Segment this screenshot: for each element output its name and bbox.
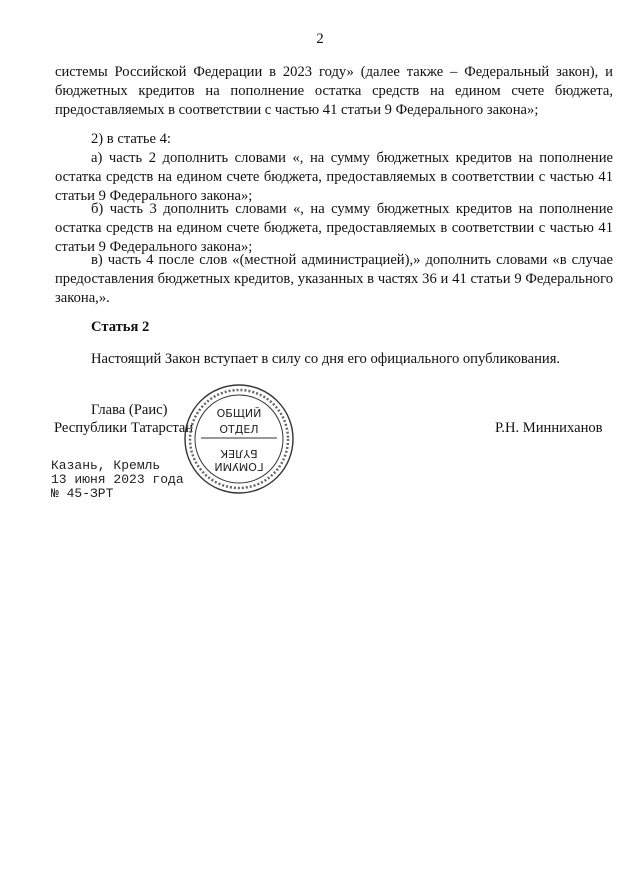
stamp-text-line4: ГОМУМИ bbox=[214, 460, 264, 473]
official-stamp-seal bbox=[183, 383, 295, 495]
signature-title-line1: Глава (Раис) bbox=[91, 402, 168, 418]
signature-name: Р.Н. Минниханов bbox=[495, 420, 603, 436]
paragraph-item-b: б) часть 3 дополнить словами «, на сумму бюджетных кредитов на пополнение остатка средств на едином счете бюджета, предоставляемых в соответствии с частью 41 статьи 9 Федерального закона»; bbox=[55, 201, 613, 255]
page-number: 2 bbox=[316, 31, 324, 47]
article-heading: Статья 2 bbox=[91, 319, 150, 335]
footer-date: 13 июня 2023 года bbox=[51, 472, 184, 487]
paragraph-article4-intro: 2) в статье 4: bbox=[91, 131, 171, 147]
paragraph-effective-date: Настоящий Закон вступает в силу со дня его официального опубликования. bbox=[91, 351, 561, 367]
paragraph-continuation: системы Российской Федерации в 2023 году» (далее также – Федеральный закон), и бюджетных кредитов на пополнение остатка средств на едином счете бюджета, предоставляемых в соответствии с частью 41 статьи 9 Федерального закона»; bbox=[55, 64, 613, 118]
paragraph-item-v: в) часть 4 после слов «(местной администрацией),» дополнить словами «в случае предоставления бюджетных кредитов, указанных в частях 36 и 41 статьи 9 Федерального закона,». bbox=[55, 252, 613, 306]
stamp-text-line1: ОБЩИЙ bbox=[216, 407, 262, 420]
footer-place: Казань, Кремль bbox=[51, 458, 161, 473]
stamp-text-line3: БҮЛЕК bbox=[220, 447, 258, 460]
footer-number: № 45-ЗРТ bbox=[51, 486, 114, 501]
paragraph-item-a: а) часть 2 дополнить словами «, на сумму бюджетных кредитов на пополнение остатка средств на едином счете бюджета, предоставляемых в соответствии с частью 41 статьи 9 Федерального закона»; bbox=[55, 150, 613, 204]
signature-title-line2: Республики Татарстан bbox=[54, 420, 194, 436]
stamp-text-line2: ОТДЕЛ bbox=[219, 423, 259, 436]
